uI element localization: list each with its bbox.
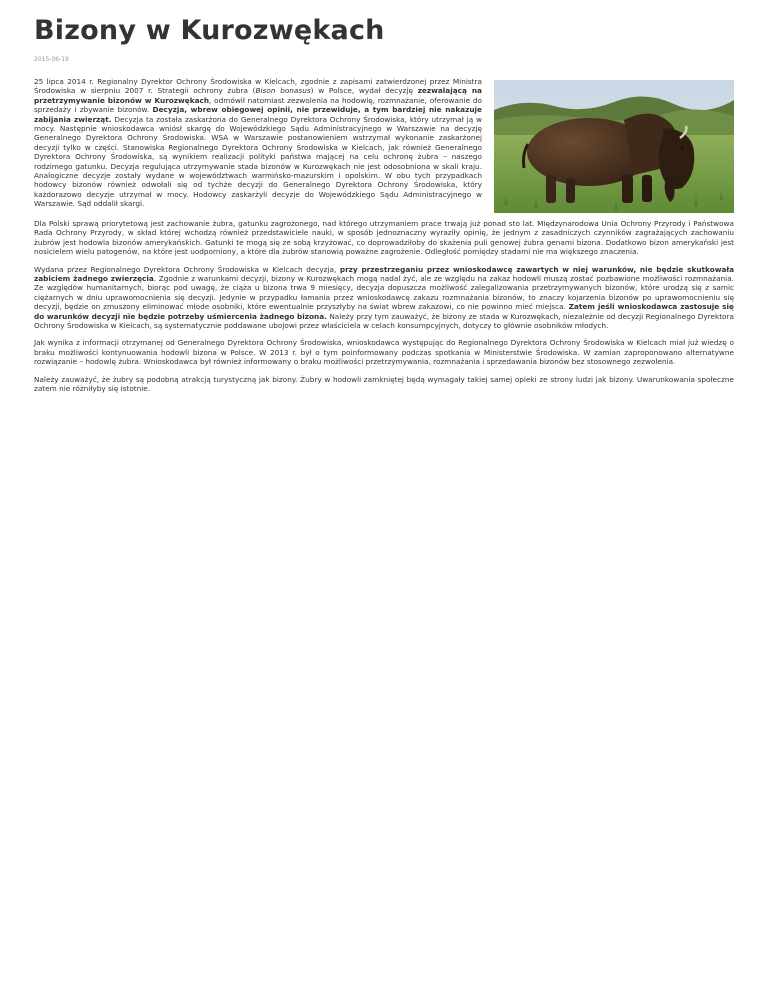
- paragraph-1: 25 lipca 2014 r. Regionalny Dyrektor Ochrony Środowiska w Kielcach, zgodnie z zapisami zatwierdzonej przez Ministra Środowiska w sierpniu 2007 r. Strategii ochrony żubra (Bison bonasus) w Polsce, wydał decyzję zezwalającą na przetrzymywanie bizonów w Kurozwękach, odmówił natomiast zezwolenia na hodowlę, rozmnażanie, oferowanie do sprzedaży i zbywanie bizonów. Decyzja, wbrew obiegowej opinii, nie przewiduje, a tym bardziej nie nakazuje zabijania zwierząt. Decyzja ta została zaskarżona do Generalnego Dyrektora Ochrony Środowiska, który utrzymał ją w mocy. Następnie wnioskodawca wniósł skargę do Wojewódzkiego Sądu Administracyjnego w Warszawie na decyzję Generalnego Dyrektora Ochrony Środowiska. WSA w Warszawie postanowieniem wstrzymał wykonanie zaskarżonej decyzji tylko w części. Stanowiska Regionalnego Dyrektora Ochrony Środowiska w Kielcach, jak również Generalnego Dyrektora Ochrony Środowiska, są wynikiem realizacji polityki państwa mającej na celu ochronę żubra – naszego rodzimego gatunku. Decyzja regulująca utrzymywanie stada bizonów w Kurozwękach nie jest odosobniona w skali kraju. Analogiczne decyzje zostały wydane w województwach warmińsko-mazurskim i opolskim. W obu tych przypadkach hodowcy bizonów również odwołali się od tychże decyzji do Generalnego Dyrektora Ochrony Środowiska, który każdorazowo decyzje utrzymał w mocy. Hodowcy zaskarżyli decyzje do Wojewódzkiego Sądu Administracyjnego w Warszawie. Sąd oddalił skargi.: [34, 77, 483, 209]
- paragraph-3: Wydana przez Regionalnego Dyrektora Ochrony Środowiska w Kielcach decyzja, przy przestrzeganiu przez wnioskodawcę zawartych w niej warunków, nie będzie skutkowała zabiciem żadnego zwierzęcia. Zgodnie z warunkami decyzji, bizony w Kurozwękach mogą nadal żyć, ale ze względu na zakaz hodowli muszą zostać pozbawione możliwości rozmnażania. Ze względów humanitarnych, biorąc pod uwagę, że ciąża u bizona trwa 9 miesięcy, decyzja dopuszcza możliwość zalegalizowania przetrzymywanych bizonów, które urodzą się z samic ciężarnych w dniu uprawomocnienia się decyzji. Jedynie w przypadku łamania przez wnioskodawcę zakazu rozmnażania bizonów, to znaczy kojarzenia bizonów po uprawomocnieniu się decyzji, będzie on zmuszony eliminować młode osobniki, które ewentualnie przyszłyby na świat wbrew zakazowi, co nie powinno mieć miejsca. Zatem jeśli wnioskodawca zastosuje się do warunków decyzji nie będzie potrzeby uśmiercenia żadnego bizona. Należy przy tym zauważyć, że bizony ze stada w Kurozwękach, niezależnie od decyzji Regionalnego Dyrektora Ochrony Środowiska w Kielcach, są systematycznie poddawane ubojowi przez właściciela w celach konsumpcyjnych, dotyczy to głównie osobników młodych.: [34, 264, 735, 331]
- emphasis-text: zezwalającą na przetrzymywanie bizonów w Kurozwękach: [34, 86, 482, 105]
- emphasis-text: Decyzja, wbrew obiegowej opinii, nie przewiduje, a tym bardziej nie nakazuje zabijania zwierząt.: [34, 105, 482, 124]
- paragraph-4: Jak wynika z informacji otrzymanej od Generalnego Dyrektora Ochrony Środowiska, wnioskodawca występując do Regionalnego Dyrektora Ochrony Środowiska w Kielcach miał już wiedzę o braku możliwości kontynuowania hodowli bizona w Polsce. W 2013 r. był o tym poinformowany podczas spotkania w Ministerstwie Środowiska. W zamian zaproponowano alternatywne rozwiązanie – hodowlę żubra. Wnioskodawca był również informowany o braku możliwości przetrzymywania, rozmnażania i sprzedawania bizonów bez stosownego zezwolenia.: [34, 338, 734, 367]
- article-title: Bizony w Kurozwękach: [34, 15, 385, 46]
- paragraph-5: Należy zauważyć, że żubry są podobną atrakcją turystyczną jak bizony. Żubry w hodowli zamkniętej będą wymagały takiej samej opieki ze strony ludzi jak bizony. Uwarunkowania społeczne zatem nie różniłyby się istotnie.: [34, 374, 734, 394]
- emphasis-text: Zatem jeśli wnioskodawca zastosuje się do warunków decyzji nie będzie potrzeby uśmiercenia żadnego bizona.: [34, 302, 734, 321]
- article-page: [0, 0, 768, 394]
- emphasis-text: przy przestrzeganiu przez wnioskodawcę zawartych w niej warunków, nie będzie skutkowała zabiciem żadnego zwierzęcia: [34, 264, 735, 284]
- lead-block: [34, 77, 734, 219]
- bison-photo: [494, 80, 734, 213]
- paragraph-2: Dla Polski sprawą priorytetową jest zachowanie żubra, gatunku zagrożonego, nad którego utrzymaniem prace trwają już ponad sto lat. Międzynarodowa Unia Ochrony Przyrody i Państwowa Rada Ochrony Przyrody, w skład której wchodzą również przedstawiciele nauki, w sposób jednoznaczny wyraziły opinię, że jednym z zasadniczych czynników zagrażających zachowaniu żubrów jest hodowla bizonów amerykańskich. Gatunki te mogą się ze sobą krzyżować, co doprowadziłoby do skażenia puli genowej żubra genami bizona. Dodatkowo bizon amerykański jest nosicielem wielu patogenów, na które jest uodporniony, a które dla żubrów stanowią poważne zagrożenie. Odległość pomiędzy stadami nie ma większego znaczenia.: [34, 219, 734, 257]
- italic-text: Bison bonasus: [255, 86, 311, 96]
- article-date: 2015-06-19: [34, 56, 69, 63]
- article-body: [34, 77, 734, 394]
